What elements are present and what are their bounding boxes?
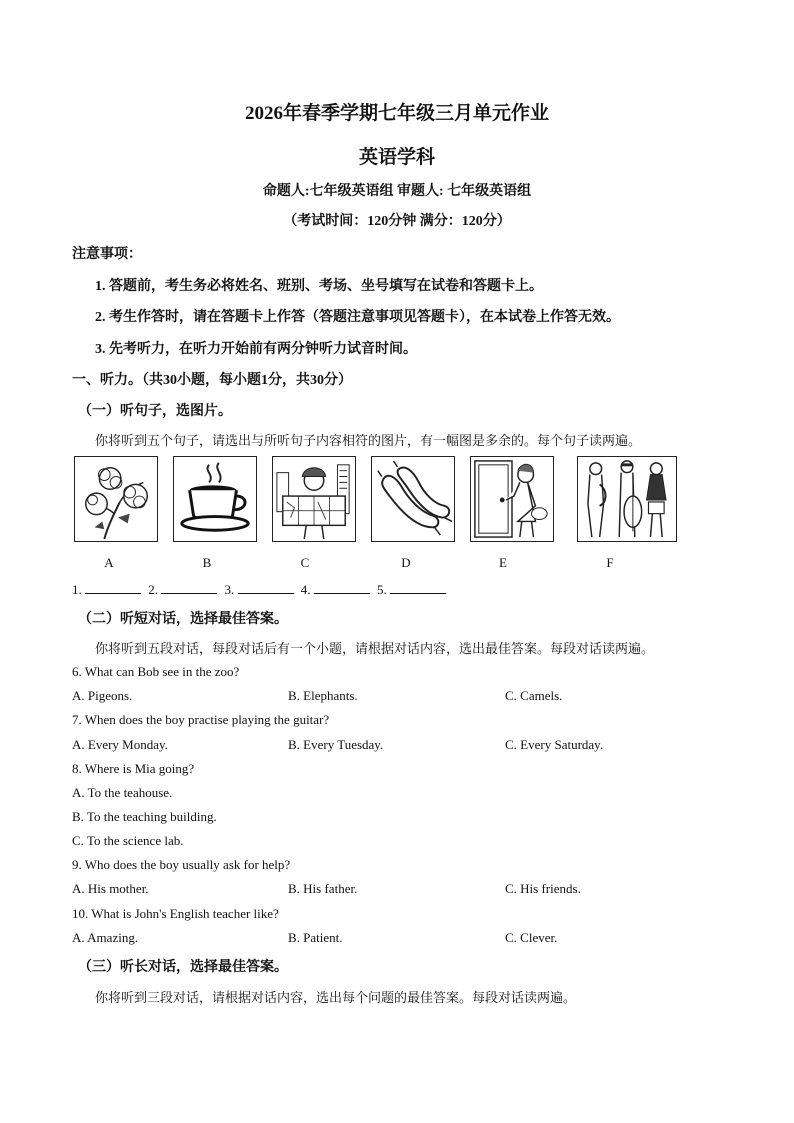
subject-title: 英语学科 (358, 147, 435, 168)
picture-label-f: F (606, 555, 614, 570)
q9-option-c[interactable]: C. His friends. (505, 881, 581, 896)
picture-label-b: B (202, 555, 212, 570)
question-6: 6. What can Bob see in the zoo? (72, 664, 240, 679)
exam-time-line: （考试时间：120分钟 满分：120分） (283, 214, 511, 229)
blank-label-1: 1. (72, 582, 82, 597)
note-item-3: 3. 先考听力，在听力开始前有两分钟听力试音时间。 (95, 342, 417, 357)
q9-option-a[interactable]: A. His mother. (72, 881, 149, 896)
picture-label-c: C (300, 555, 310, 570)
note-item-1: 1. 答题前，考生务必将姓名、班别、考场、坐号填写在试卷和答题卡上。 (95, 279, 543, 294)
picture-e (470, 456, 554, 542)
q7-option-b[interactable]: B. Every Tuesday. (288, 737, 384, 752)
picture-c (272, 456, 356, 542)
answer-blank-4[interactable] (314, 583, 370, 594)
band-musicians-icon (578, 457, 676, 541)
page-title: 2026年春季学期七年级三月单元作业 (244, 103, 549, 124)
part2-instruction: 你将听到五段对话，每段对话后有一个小题，请根据对话内容，选出最佳答案。每段对话读两遍。 (95, 641, 655, 656)
authors-line: 命题人:七年级英语组 审题人: 七年级英语组 (262, 184, 532, 199)
picture-label-e: E (499, 555, 507, 570)
q9-option-b[interactable]: B. His father. (288, 881, 358, 896)
picture-b (173, 456, 257, 542)
q6-option-b[interactable]: B. Elephants. (288, 688, 358, 703)
picture-a (74, 456, 158, 542)
part3-instruction: 你将听到三段对话，请根据对话内容，选出每个问题的最佳答案。每段对话读两遍。 (95, 990, 577, 1005)
q10-option-c[interactable]: C. Clever. (505, 930, 558, 945)
picture-f (577, 456, 677, 542)
q7-option-a[interactable]: A. Every Monday. (72, 737, 168, 752)
part1-title: （一）听句子，选图片。 (78, 404, 232, 419)
answer-blank-1[interactable] (85, 583, 141, 594)
man-reading-map-icon (273, 457, 355, 541)
answer-blank-3[interactable] (238, 583, 294, 594)
q8-option-b[interactable]: B. To the teaching building. (72, 809, 217, 824)
notes-heading: 注意事项： (72, 247, 142, 262)
blank-label-4: 4. (300, 582, 311, 597)
answer-blank-5[interactable] (390, 583, 446, 594)
note-item-2: 2. 考生作答时，请在答题卡上作答（答题注意事项见答题卡），在本试卷上作答无效。 (95, 310, 620, 325)
question-10: 10. What is John's English teacher like? (72, 906, 279, 921)
question-8: 8. Where is Mia going? (72, 761, 195, 776)
question-7: 7. When does the boy practise playing the guitar? (72, 712, 330, 727)
cotton-plant-icon (75, 457, 157, 541)
q6-option-a[interactable]: A. Pigeons. (72, 688, 133, 703)
picture-row (74, 456, 684, 544)
section1-title: 一、听力。（共30小题，每小题1分，共30分） (72, 373, 352, 388)
q10-option-b[interactable]: B. Patient. (288, 930, 343, 945)
blank-label-5: 5. (377, 582, 387, 597)
picture-d (371, 456, 455, 542)
answer-blanks (72, 582, 450, 598)
answer-blank-2[interactable] (161, 583, 217, 594)
coffee-cup-icon (174, 457, 256, 541)
q8-option-a[interactable]: A. To the teahouse. (72, 785, 173, 800)
picture-label-d: D (401, 555, 411, 570)
picture-label-a: A (104, 555, 114, 570)
q6-option-c[interactable]: C. Camels. (505, 688, 563, 703)
part1-instruction: 你将听到五个句子，请选出与所听句子内容相符的图片，有一幅图是多余的。每个句子读两遍。 (95, 433, 642, 448)
woman-at-door-icon (471, 457, 553, 541)
part2-title: （二）听短对话，选择最佳答案。 (78, 612, 288, 627)
q8-option-c[interactable]: C. To the science lab. (72, 833, 184, 848)
q7-option-c[interactable]: C. Every Saturday. (505, 737, 604, 752)
q10-option-a[interactable]: A. Amazing. (72, 930, 139, 945)
question-9: 9. Who does the boy usually ask for help? (72, 857, 291, 872)
blank-label-2: 2. (148, 582, 158, 597)
sausages-icon (372, 457, 454, 541)
blank-label-3: 3. (224, 582, 235, 597)
part3-title: （三）听长对话，选择最佳答案。 (78, 960, 288, 975)
